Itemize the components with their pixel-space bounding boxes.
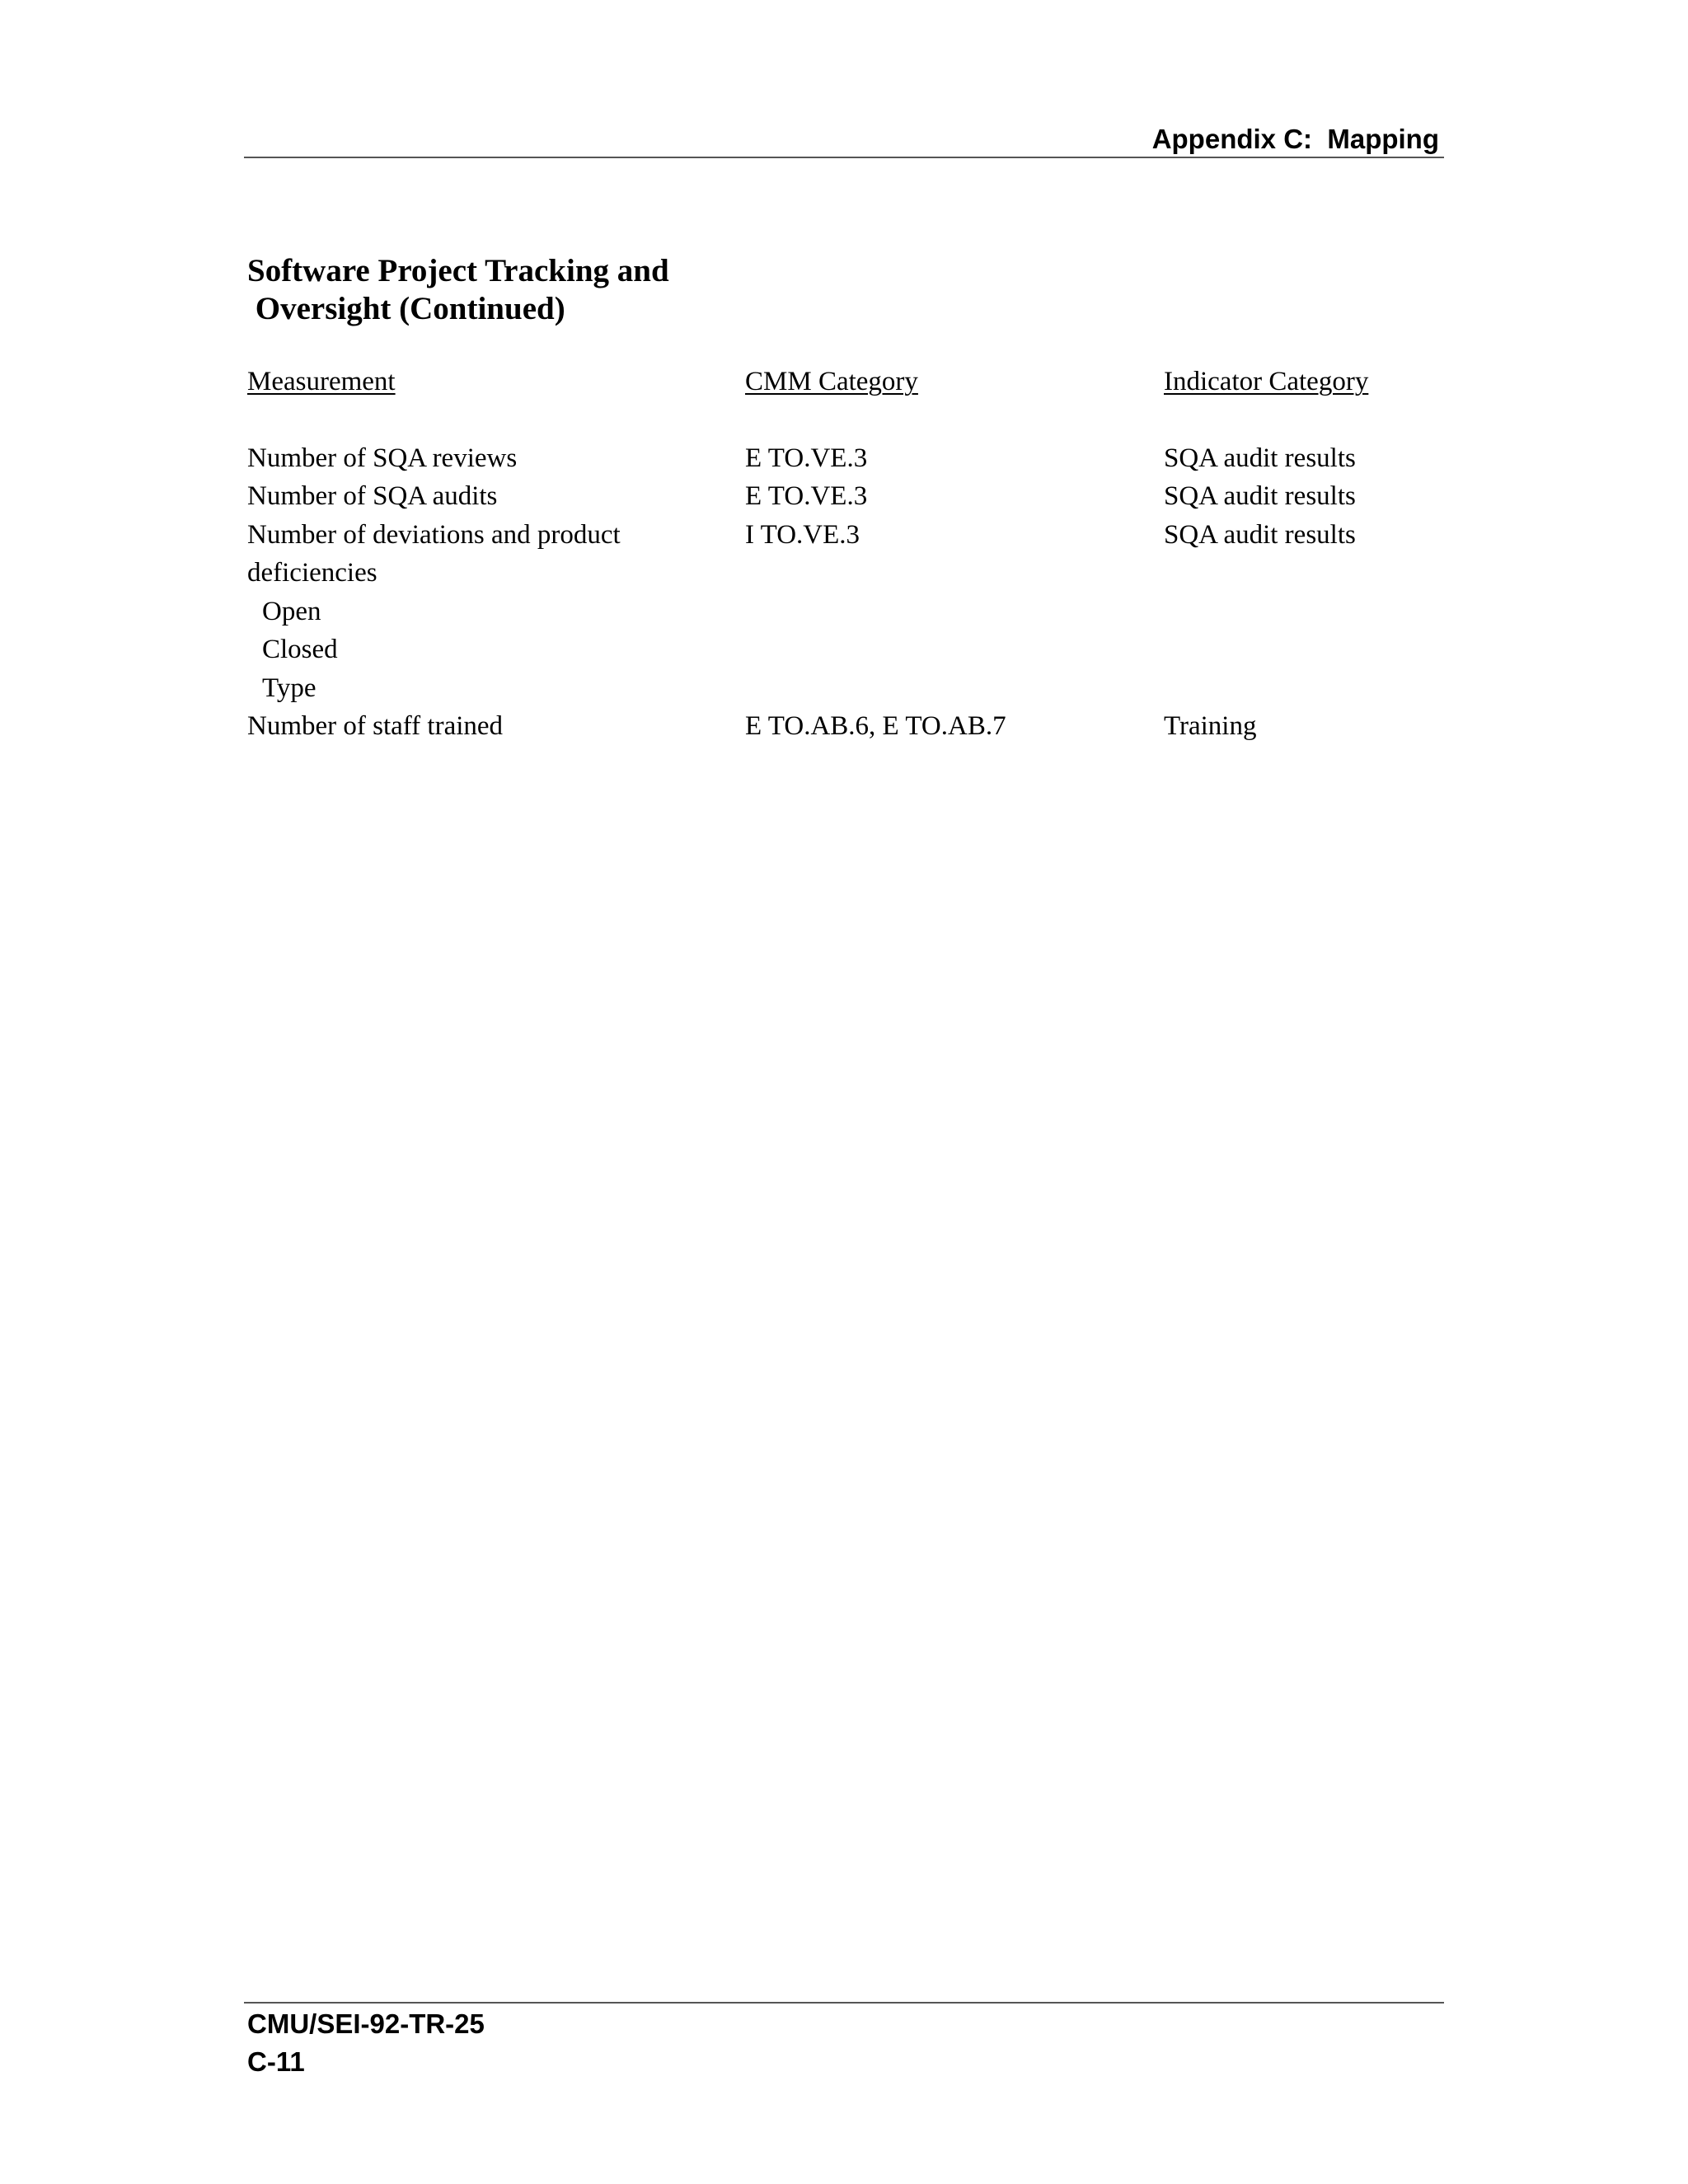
report-id: CMU/SEI-92-TR-25 xyxy=(247,2008,485,2039)
table-row xyxy=(247,477,1434,516)
page-number: C-11 xyxy=(247,2046,305,2077)
running-head: Appendix C: Mapping xyxy=(1151,124,1439,154)
measurement-text: Number of deviations and product deficiencies xyxy=(247,519,621,588)
table-row xyxy=(247,439,1434,478)
page-footer xyxy=(244,2002,1444,2081)
section-title xyxy=(247,252,669,328)
table-header-row xyxy=(247,363,1434,401)
indicator-category-cell: SQA audit results xyxy=(1164,519,1356,550)
sub-item-closed: Closed xyxy=(262,635,338,664)
section-title-line-1: Software Project Tracking and xyxy=(247,253,669,288)
measurement-cell: Number of SQA audits xyxy=(247,481,498,511)
sub-item-type: Type xyxy=(262,673,316,703)
column-header-cmm-category: CMM Category xyxy=(745,367,918,396)
measurement-cell: Number of staff trained xyxy=(247,711,504,741)
page-header xyxy=(244,120,1444,158)
sub-item-open: Open xyxy=(262,596,321,626)
table-row xyxy=(247,516,1434,708)
measurement-cell: Number of SQA reviews xyxy=(247,443,518,473)
section-title-line-2: Oversight (Continued) xyxy=(247,291,565,326)
indicator-category-cell: SQA audit results xyxy=(1164,443,1356,473)
column-header-indicator-category: Indicator Category xyxy=(1164,367,1369,396)
cmm-category-cell: I TO.VE.3 xyxy=(745,519,860,550)
indicator-category-cell: Training xyxy=(1164,711,1257,741)
cmm-category-cell: E TO.AB.6, E TO.AB.7 xyxy=(745,711,1006,741)
cmm-category-cell: E TO.VE.3 xyxy=(745,481,868,511)
mapping-table xyxy=(247,363,1434,746)
cmm-category-cell: E TO.VE.3 xyxy=(745,443,868,473)
indicator-category-cell: SQA audit results xyxy=(1164,481,1356,511)
measurement-cell xyxy=(247,516,745,708)
table-row xyxy=(247,707,1434,746)
column-header-measurement: Measurement xyxy=(247,367,396,396)
